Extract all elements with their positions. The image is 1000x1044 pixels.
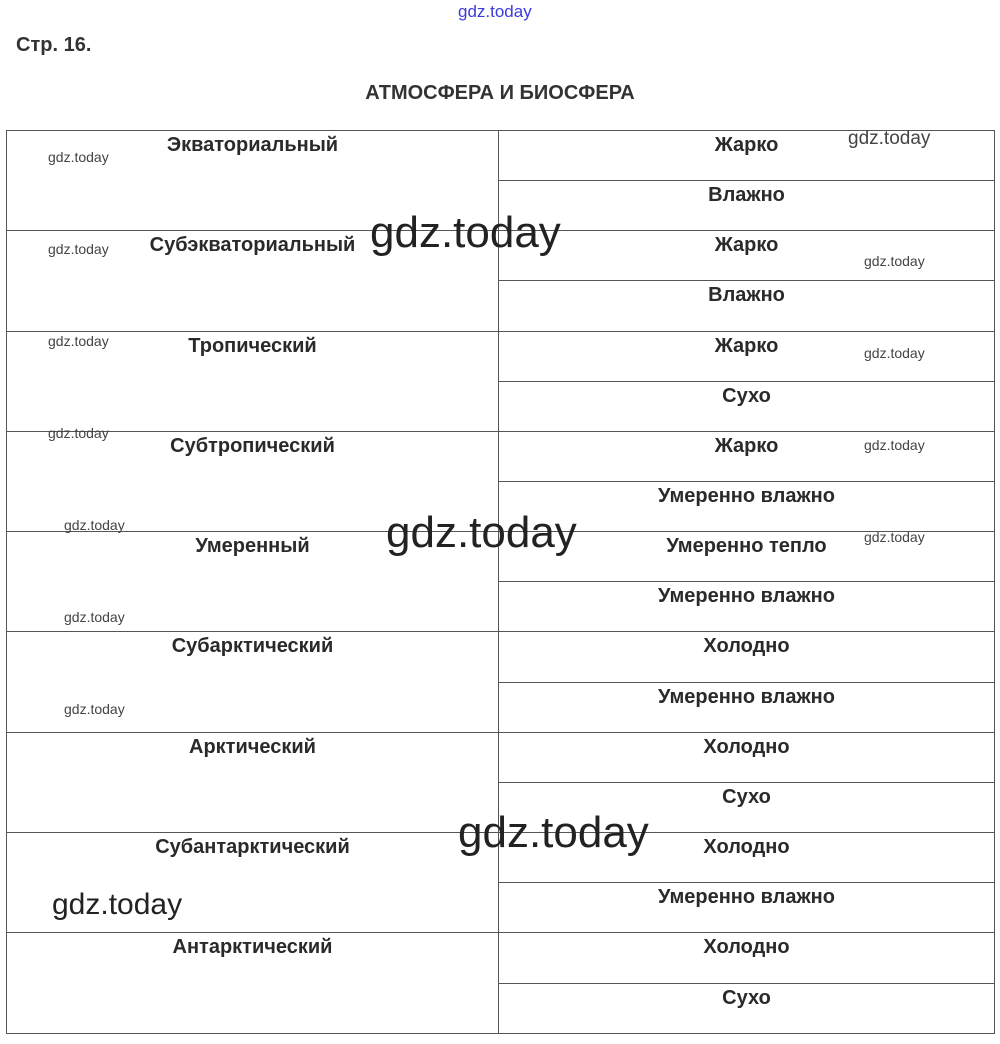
watermark: gdz.today [52,888,183,921]
watermark: gdz.today [64,609,125,625]
condition-humidity: Умеренно влажно [658,886,835,909]
watermark: gdz.today [864,529,925,545]
condition-humidity: Сухо [722,384,771,407]
watermark: gdz.today [64,701,125,717]
condition-temperature: Холодно [499,632,994,682]
condition-temperature: Жарко [499,332,994,382]
condition-humidity: Влажно [708,284,785,307]
watermark: gdz.today [864,437,925,453]
table-row [7,332,994,432]
watermark: gdz.today [458,2,532,21]
condition-humidity: Влажно [708,184,785,207]
climate-zone: Тропический [7,332,499,431]
climate-zone: Субантарктический [7,833,499,932]
watermark: gdz.today [370,208,561,257]
climate-zone: Субэкваториальный [7,231,499,330]
watermark: gdz.today [48,241,109,257]
watermark: gdz.today [848,128,931,149]
condition-humidity: Сухо [722,785,771,808]
watermark: gdz.today [64,517,125,533]
condition-temperature: Холодно [499,733,994,783]
condition-temperature: Холодно [499,933,994,983]
watermark: gdz.today [48,149,109,165]
condition-temperature: Холодно [499,833,994,883]
climate-zone: Субтропический [7,432,499,531]
condition-humidity: Сухо [722,986,771,1009]
watermark: gdz.today [458,808,649,857]
condition-humidity: Умеренно влажно [658,585,835,608]
condition-humidity: Умеренно влажно [658,485,835,508]
climate-zone: Субарктический [7,632,499,731]
climate-zone: Антарктический [7,933,499,1032]
watermark: gdz.today [48,425,109,441]
climate-zone: Экваториальный [7,131,499,230]
condition-humidity: Умеренно влажно [658,685,835,708]
condition-temperature: Жарко [499,131,994,181]
table-row [7,933,994,1033]
page-title: АТМОСФЕРА И БИОСФЕРА [365,82,635,104]
watermark: gdz.today [386,508,577,557]
watermark: gdz.today [864,253,925,269]
condition-temperature: Жарко [499,432,994,482]
climate-zone: Умеренный [7,532,499,631]
watermark: gdz.today [864,345,925,361]
climate-zone: Арктический [7,733,499,832]
condition-temperature: Жарко [499,231,994,281]
watermark: gdz.today [48,333,109,349]
condition-temperature: Умеренно тепло [499,532,994,582]
table-row [7,632,994,732]
page-number: Стр. 16. [16,34,92,56]
